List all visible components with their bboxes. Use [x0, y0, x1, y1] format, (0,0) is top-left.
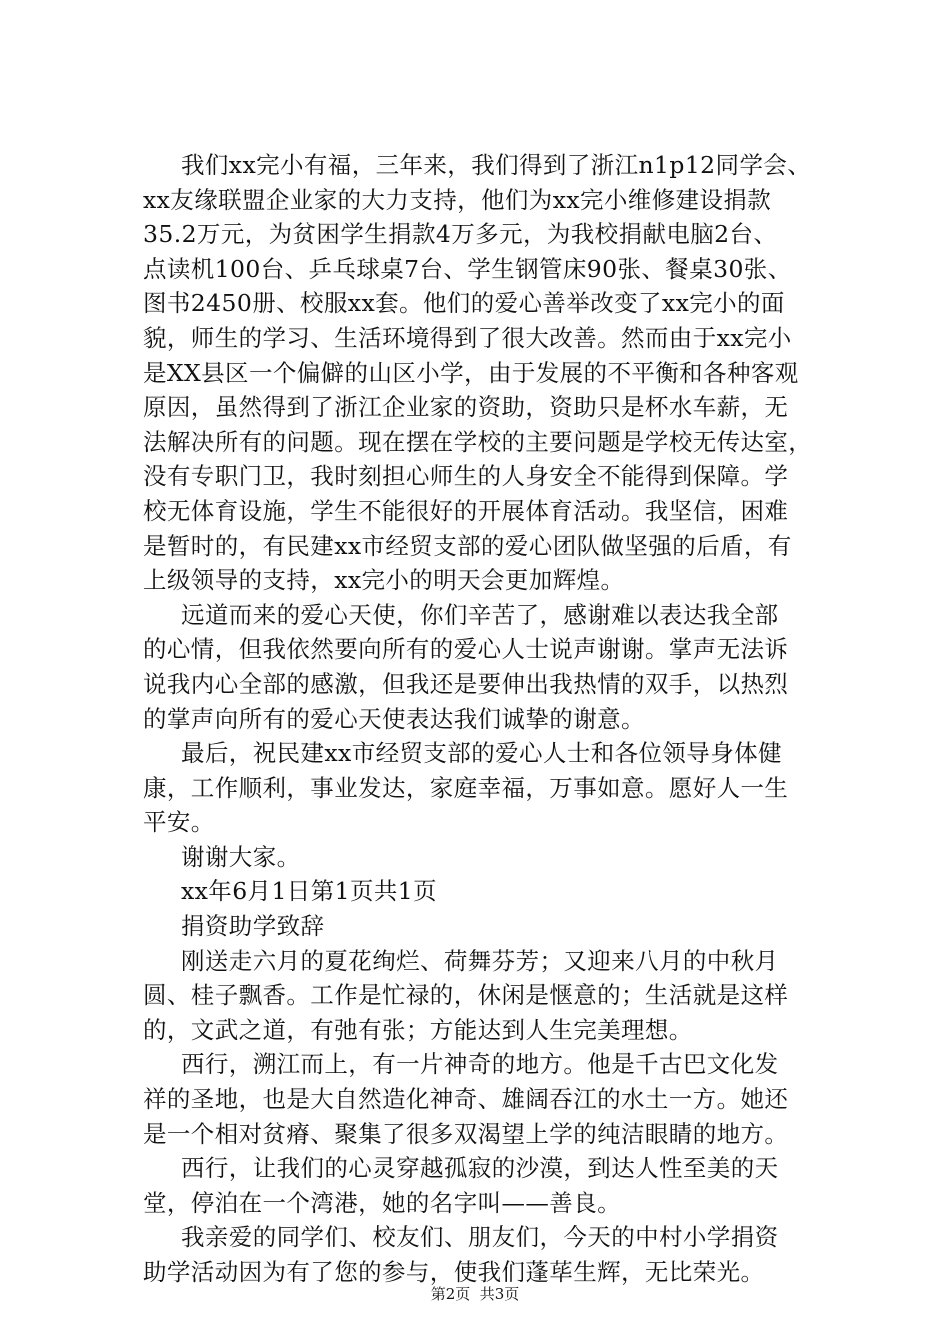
text-line: 助学活动因为有了您的参与，使我们蓬荜生辉，无比荣光。 [143, 1258, 765, 1286]
text-line: 是暂时的，有民建xx市经贸支部的爱心团队做坚强的后盾，有 [143, 531, 792, 560]
text-line: 图书2450册、校服xx套。他们的爱心善举改变了xx完小的面 [143, 289, 785, 318]
text-line: 堂，停泊在一个湾港，她的名字叫——善良。 [143, 1188, 621, 1217]
page-footer [0, 1284, 950, 1304]
text-line: 貌，师生的学习、生活环境得到了很大改善。然而由于xx完小 [143, 323, 792, 352]
text-line: 圆、桂子飘香。工作是忙禄的，休闲是惬意的；生活就是这样 [143, 981, 789, 1010]
text-line: 是一个相对贫瘠、聚集了很多双渴望上学的纯洁眼睛的地方。 [143, 1119, 789, 1148]
text-line: 祥的圣地，也是大自然造化神奇、雄阔吞江的水土一方。她还 [143, 1085, 789, 1114]
text-line: xx友缘联盟企业家的大力支持，他们为xx完小维修建设捐款 [143, 185, 772, 214]
text-line: 校无体育设施，学生不能很好的开展体育活动。我坚信，困难 [143, 496, 789, 525]
text-line: 西行，溯江而上，有一片神奇的地方。他是千古巴文化发 [181, 1050, 779, 1079]
text-line: 的，文武之道，有弛有张；方能达到人生完美理想。 [143, 1015, 693, 1044]
text-line: 35.2万元，为贫困学生捐款4万多元，为我校捐献电脑2台、 [143, 220, 778, 249]
text-line: 点读机100台、乒乓球桌7台、学生钢管床90张、餐桌30张、 [143, 254, 792, 283]
text-line: 最后，祝民建xx市经贸支部的爱心人士和各位领导身体健 [181, 739, 782, 768]
text-line: 的掌声向所有的爱心天使表达我们诚挚的谢意。 [143, 704, 645, 733]
page-number-label: 第2页 共3页 [430, 1285, 520, 1303]
text-line: 是XX县区一个偏僻的山区小学，由于发展的不平衡和各种客观 [143, 358, 799, 387]
text-line: 原因，虽然得到了浙江企业家的资助，资助只是杯水车薪，无 [143, 393, 789, 422]
text-line: 远道而来的爱心天使，你们辛苦了，感谢难以表达我全部 [181, 600, 779, 629]
text-line: xx年6月1日第1页共1页 [181, 877, 438, 906]
text-line: 西行，让我们的心灵穿越孤寂的沙漠，到达人性至美的天 [181, 1154, 779, 1183]
text-line: 平安。 [143, 808, 215, 837]
text-line: 说我内心全部的感激，但我还是要伸出我热情的双手，以热烈 [143, 669, 789, 698]
text-line: 没有专职门卫，我时刻担心师生的人身安全不能得到保障。学 [143, 462, 789, 491]
document-body [143, 148, 843, 1290]
text-line: 的心情，但我依然要向所有的爱心人士说声谢谢。掌声无法诉 [143, 635, 789, 664]
text-line: 康，工作顺利，事业发达，家庭幸福，万事如意。愿好人一生 [143, 773, 789, 802]
text-line: 我亲爱的同学们、校友们、朋友们，今天的中村小学捐资 [181, 1223, 779, 1252]
text-line: 谢谢大家。 [181, 842, 301, 871]
text-line: 上级领导的支持，xx完小的明天会更加辉煌。 [143, 566, 625, 595]
text-line: 我们xx完小有福，三年来，我们得到了浙江n1p12同学会、 [181, 151, 812, 179]
text-line: 法解决所有的问题。现在摆在学校的主要问题是学校无传达室， [143, 427, 813, 456]
text-line: 刚送走六月的夏花绚烂、荷舞芬芳；又迎来八月的中秋月 [181, 946, 779, 975]
text-line: 捐资助学致辞 [181, 912, 325, 941]
